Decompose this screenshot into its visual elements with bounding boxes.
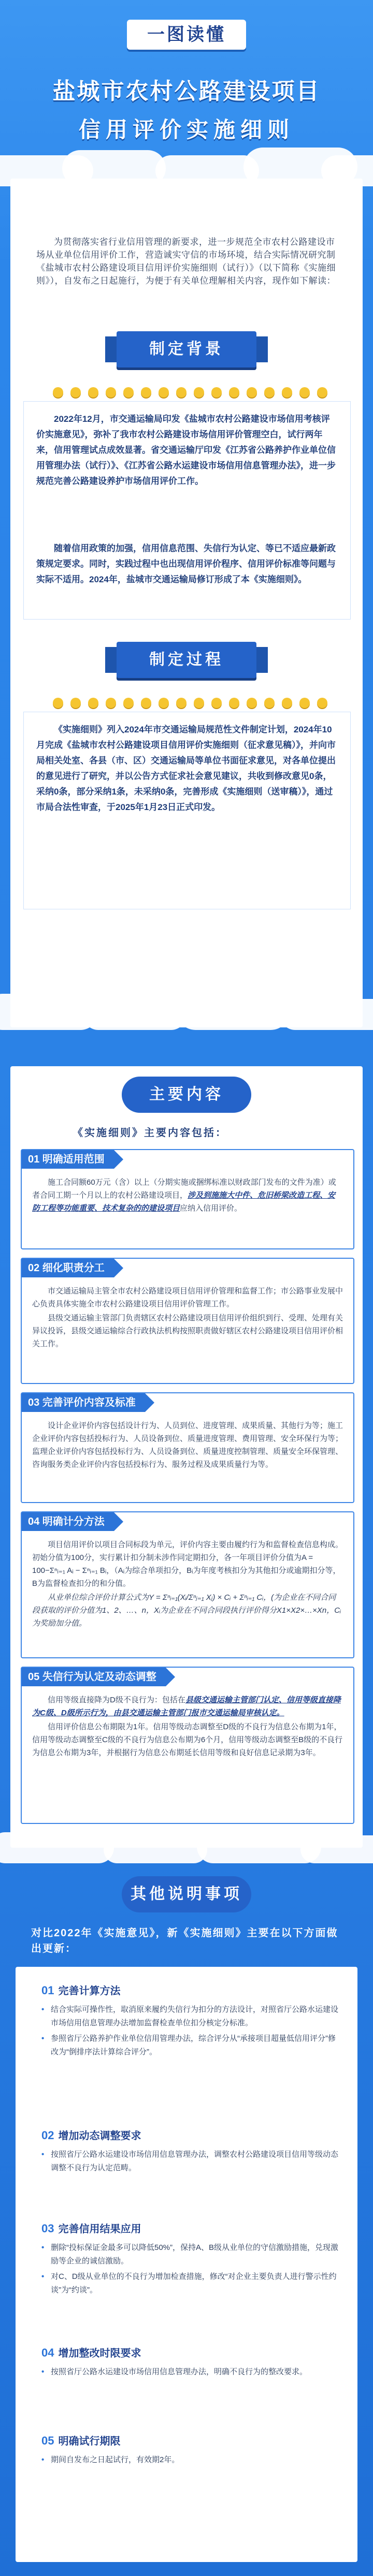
ribbon-tab: [117, 331, 256, 367]
item-title: 增加整改时限要求: [58, 2348, 141, 2359]
bullet-text: • 对C、D级从业单位的不良行为增加检查措施，修改“对企业主要负责人进行警示性约谈”为“约谈”。: [41, 2270, 342, 2297]
bullet-text: • 按照省厅公路水运建设市场信用信息管理办法，调整农村公路建设项目信用等级动态调整不良行为认定范畴。: [41, 2148, 342, 2175]
section-header-process: [117, 642, 256, 678]
card-title: 05 失信行为认定及动态调整: [22, 1668, 166, 1686]
background-paragraph-2: 随着信用政策的加强，信用信息范围、失信行为认定、等已不适应最新政策规定要求。同时，实践过程中也出现信用评价程序、信用评价标准等问题与实际不适用。2024年，盐城市交通运输局修订形成了本《实施细则》。: [36, 543, 336, 584]
card-text: 应纳入信用评价。: [180, 1204, 242, 1213]
bullet-text: • 期间自发布之日起试行，有效期2年。: [41, 2453, 342, 2467]
section-title-other: 其他说明事项: [122, 1876, 251, 1912]
item-title: 增加动态调整要求: [58, 2130, 141, 2142]
cloud-decoration: [176, 991, 290, 1030]
card-text: 县级交通运输主管部门负责辖区农村公路建设项目信用评价组织到行、受理、处理有关异议投诉，县级交通运输综合行政执法机构按照职责做好辖区农村公路建设项目信用评价相关工作。: [32, 1314, 343, 1348]
card-head-04: [22, 1512, 353, 1531]
card-head-03: [22, 1393, 353, 1412]
content-card-01: [21, 1149, 354, 1249]
item-title: 完善信用结果应用: [58, 2224, 141, 2235]
card-emphasis: 涉及到施施大中件、危旧桥梁改造工程、安防工程等功能重要、技术复杂的的建设项目: [32, 1191, 336, 1213]
section-title-background: 制定背景: [149, 341, 224, 358]
hero-tag-label: 一图读懂: [147, 25, 226, 45]
card-head-01: [22, 1150, 353, 1169]
background-paragraph-1: 2022年12月，市交通运输局印发《盐城市农村公路建设市场信用考核评价实施意见》，弥补了我市农村公路建设市场信用评价管理空白，试行两年来，信用管理试点成效显著。省交通运输厅印发《江苏省公路养护作业单位信用管理办法（试行）》、《江苏省公路水运建设市场信用信息管理办法》，进一步规范完善公路建设养护市场信用评价工作。: [36, 414, 336, 486]
process-paragraph: 《实施细则》列入2024年市交通运输局规范性文件制定计划，2024年10月完成《盐城市农村公路建设项目信用评价实施细则（征求意见稿）》，并向市局相关处室、各县（市、区）交通运输局等单位书面征求意见，对各单位提出的意见进行了研究，并以公告方式征求社会意见建议，共收到修改意见0条，采纳0条，部分采纳1条，未采纳0条，完善形成《实施细则（送审稿）》，通过市局合法性审查，于2025年1月23日正式印发。: [36, 725, 336, 812]
bullet-text: • 参照省厅公路养护作业单位信用管理办法，综合评分从“承接项目超量低信用评分”修改为“倒排序法计算综合评分”。: [41, 2032, 342, 2059]
item-title: 完善计算方法: [58, 1985, 121, 1997]
card-body-02: [32, 1285, 343, 1351]
content-card-03: [21, 1392, 354, 1503]
main-lead: 《实施细则》主要内容包括：: [73, 1127, 227, 1139]
bullet-text: • 删除“投标保证金最多可以降低50%”，保持A、B级从业单位的守信激励措施，兑现激励等企业的诚信激励。: [41, 2241, 342, 2268]
other-item-01-title: [41, 1982, 120, 1997]
item-number: 04: [41, 2346, 54, 2359]
other-item-04-title: [41, 2345, 141, 2360]
intro-text: 为贯彻落实省行业信用管理的新要求，进一步规范全市农村公路建设市场从业单位信用评价工作，营造诚实守信的市场环境，结合实际情况研究制《盐城市农村公路建设项目信用评价实施细则（试行）》（以下简称《实施细则》），自发布之日起施行，为便于有关单位理解相关内容，现作如下解读：: [36, 237, 336, 286]
card-title: 01 明确适用范围: [22, 1150, 114, 1169]
cloud-decoration: [0, 1832, 114, 1863]
cloud-decoration: [280, 999, 373, 1030]
card-body-01: [32, 1176, 343, 1216]
other-item-03-bullets: [41, 2241, 342, 2299]
hero-tag-badge: [127, 20, 246, 50]
cloud-decoration: [300, 1835, 373, 1863]
item-number: 03: [41, 2222, 54, 2235]
item-number: 05: [41, 2434, 54, 2447]
content-card-04: [21, 1511, 354, 1658]
cloud-decoration: [104, 1836, 207, 1863]
ribbon-tab: [117, 642, 256, 678]
section-title-process: 制定过程: [149, 651, 224, 668]
card-text: 施工合同额60万元（含）以上（分期实施或捆绑标准以财政部门发布的文件为准）或者合同工期一个月以上的农村公路建设项目，: [32, 1178, 336, 1200]
card-text: 项目信用评价以项目合同标段为单元，评价内容主要由履约行为和监督检查信息构成。初始分值为100分，实行累计扣分制未涉作同定期扣分，各一年项目评价分值为A = 100−Σⁿᵢ₌₁ Aᵢ − Σⁿᵢ₌₁ Bᵢ，（Aᵢ为综合单项扣分，Bᵢ为年度考核扣分为其他扣分或逾期扣分等，B为监督检查扣分的和分值。: [32, 1540, 343, 1588]
other-item-02-title: [41, 2127, 141, 2142]
card-text: 设计企业评价内容包括设计行为、人员到位、进度管理、成果质量、其他行为等；施工企业评价内容包括投标行为、人员设备到位、质量进度管理、费用管理、安全环保行为等；监理企业评价内容包括投标行为、人员设备到位、质量进度控制管理、质量安全环保管理、咨询服务类企业评价内容包括投标行为、服务过程及成果质量行为等。: [32, 1421, 343, 1469]
item-number: 01: [41, 1984, 54, 1997]
card-body-05: [32, 1694, 343, 1760]
content-card-02: [21, 1258, 354, 1384]
other-item-02-bullets: [41, 2148, 342, 2177]
bulb-row: [49, 387, 331, 401]
card-head-02: [22, 1259, 353, 1277]
card-text: 信用评价信息公布期限为1年。信用等级动态调整至D级的不良行为信息公布期为1年，信用等级动态调整至C级的不良行为信息公布期为6个月，信用等级动态调整至B级的不良行为信息公布期为3年，并根据行为信息公布期延长信用等级和良好信息记录期为3年。: [32, 1723, 343, 1757]
card-title: 04 明确计分方法: [22, 1512, 114, 1531]
other-lead: 对比2022年《实施意见》，新《实施细则》主要在以下方面做出更新：: [31, 1927, 338, 1954]
other-item-03-title: [41, 2220, 141, 2235]
card-body-04: [32, 1538, 343, 1631]
page-title: 盐城市农村公路建设项目: [52, 79, 321, 104]
card-head-05: [22, 1668, 353, 1686]
cloud-decoration: [83, 999, 187, 1030]
card-title: 02 细化职责分工: [22, 1259, 114, 1277]
other-item-04-bullets: [41, 2365, 342, 2381]
card-text: 信用等级直接降为D级不良行为：包括在: [48, 1696, 185, 1704]
card-text: 从业单位综合评价计算公式为Y = Σⁿᵢ₌₁(Xᵢ/Σⁿⱼ₌₁ Xⱼ) × Cᵢ + Σⁿᵢ₌₁ Cᵢ，(为企业在不同合同段获取的评价分值为1、2、…、n，Xᵢ为企业在不同合同段执行评价得分X1×X2×…×Xn，Cᵢ为奖励加分值。: [32, 1593, 341, 1628]
content-card-05: [21, 1667, 354, 1824]
hero-header: [0, 0, 373, 155]
other-item-05-bullets: [41, 2453, 342, 2469]
card-title: 03 完善评价内容及标准: [22, 1393, 145, 1412]
item-number: 02: [41, 2129, 54, 2142]
other-item-01-bullets: [41, 2003, 342, 2061]
other-item-05-title: [41, 2433, 120, 2448]
card-emphasis: 县级交通运输主管部门认定、信用等级直接降为C级、D级所示行为，由县交通运输主管部门报市交通运输局审核认定。: [32, 1696, 341, 1717]
card-body-03: [32, 1419, 343, 1472]
section-header-background: [117, 331, 256, 367]
page-subtitle: 信用评价实施细则: [78, 117, 294, 142]
bullet-text: • 按照省厅公路水运建设市场信用信息管理办法，明确不良行为的整改要求。: [41, 2365, 342, 2379]
section-title-main: 主要内容: [122, 1077, 251, 1113]
bulb-row: [49, 698, 331, 711]
bullet-text: • 结合实际可操作性，取消原来履约失信行为扣分的方法设计，对照省厅公路水运建设市场信用信息管理办法增加监督检查单位扣分核定分标准。: [41, 2003, 342, 2030]
item-title: 明确试行期限: [58, 2436, 121, 2447]
card-text: 市交通运输局主管全市农村公路建设项目信用评价管理和监督工作；市公路事业发展中心负责具体实施全市农村公路建设项目信用评价管理工作。: [32, 1287, 343, 1308]
